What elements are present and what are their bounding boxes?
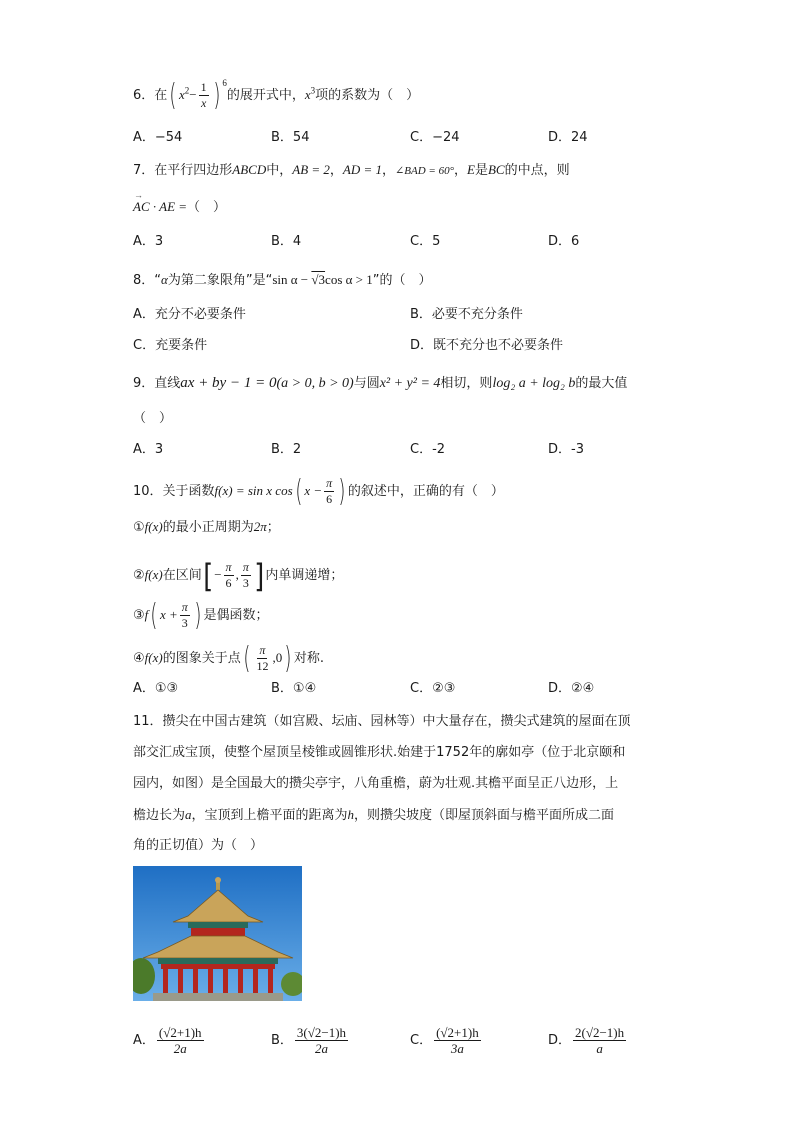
question-10: 10．关于函数f(x) = sin x cos( x − $\frac{\pi}{6}$ ) 的叙述中，正确的有（ ） <box>133 473 504 509</box>
q11-option-b[interactable] <box>271 1022 350 1060</box>
q11-c-num: (√2+1)h <box>436 1025 479 1040</box>
q8-alpha: α <box>161 272 168 287</box>
q9-prefix: 9．直线 <box>133 376 181 391</box>
q7-comma1: ， <box>329 163 343 178</box>
q10-option-b[interactable]: B．①④ <box>271 681 317 696</box>
q7-option-c[interactable]: C．5 <box>410 234 441 249</box>
q10-item-1 <box>133 517 280 538</box>
q10-item-4: ④f(x)的图象关于点( $\frac{\pi}{12}$ ,0) 对称. <box>133 640 325 676</box>
q7-mid1: 中， <box>266 163 293 178</box>
q10-i4-pi: π <box>259 643 266 657</box>
q8-prefix: 8．“ <box>133 273 162 288</box>
q10-fraction <box>324 476 334 507</box>
question-7-line2 <box>133 197 226 218</box>
q10-i1-end: ； <box>266 520 280 535</box>
q10-i3-end: 是偶函数； <box>203 608 269 623</box>
q6-exp2: 2 <box>184 85 190 96</box>
q10-i4-zero: ,0 <box>272 650 283 665</box>
pavilion-photo <box>133 866 302 1001</box>
q6-option-b[interactable]: B．54 <box>271 130 310 145</box>
q11-var-a: a <box>185 807 192 822</box>
q10-i3-frac <box>180 600 190 631</box>
q9-end: 的最大值 <box>575 376 628 391</box>
q10-i2-f: f(x) <box>144 567 163 582</box>
q10-i2-text: 在区间 <box>162 568 202 583</box>
q11-l4b: ，宝顶到上檐平面的距离为 <box>191 808 348 823</box>
q7-comma2: ， <box>382 163 396 178</box>
q8-expr1: sin α − <box>272 272 312 287</box>
q8-expr2: cos α > 1 <box>325 272 373 287</box>
q7-option-a[interactable]: A．3 <box>133 234 164 249</box>
q11-l4c: ，则攒尖坡度（即屋顶斜面与檐平面所成二面 <box>354 808 615 823</box>
q7-abcd: ABCD <box>232 162 267 177</box>
q10-item-2: ②f(x)在区间[− $\frac{\pi}{6}$ , $\frac{\pi}{3}$ ]内单调递增； <box>133 556 344 595</box>
q9-circle-eq: x² + y² = 4 <box>379 376 441 391</box>
q6-option-d[interactable]: D．24 <box>548 130 588 145</box>
q8-option-a[interactable]: A．充分不必要条件 <box>133 307 246 322</box>
q10-i1-period: 2π <box>253 519 267 534</box>
question-9-line1 <box>133 373 627 394</box>
q11-line1: 11．攒尖在中国古建筑（如宫殿、坛庙、园林等）中大量存在，攒尖式建筑的屋面在顶 <box>133 714 631 729</box>
q6-fraction <box>199 80 209 111</box>
q11-l4a: 檐边长为 <box>133 808 186 823</box>
q6-x-term: x <box>304 87 311 102</box>
q10-prefix: 10．关于函数 <box>133 484 215 499</box>
q6-exp3: 3 <box>310 85 316 96</box>
q10-i2-six: 6 <box>225 576 232 590</box>
question-7-line1 <box>133 160 570 181</box>
q10-i2-frac2 <box>241 560 251 591</box>
q9-option-b[interactable]: B．2 <box>271 442 302 457</box>
q6-frac-num: 1 <box>200 80 207 94</box>
q10-i2-three: 3 <box>242 576 249 590</box>
q10-six: 6 <box>326 492 333 506</box>
q7-end1: 的中点，则 <box>504 163 570 178</box>
q7-comma3: ， <box>453 163 467 178</box>
q9-line-eq: ax + by − 1 = 0 <box>180 375 277 391</box>
q11-option-a[interactable] <box>133 1022 206 1060</box>
q11-option-c[interactable] <box>410 1022 483 1060</box>
q10-option-d[interactable]: D．②④ <box>548 681 595 696</box>
q9-log-expr: log₂ a + log₂ b <box>492 376 576 391</box>
question-6: 6．在( $x^2-$ $\frac{1}{x}$ ) $^6$的展开式中，$x^3$项的系数为（ ） <box>133 77 420 113</box>
q11-line2: 部交汇成宝顶，使整个屋顶呈棱锥或圆锥形状.始建于1752年的廓如亭（位于北京颐和 <box>133 745 626 760</box>
q10-i3-three: 3 <box>181 616 188 630</box>
q11-d-label: D． <box>548 1033 572 1048</box>
q10-function: f(x) = sin x cos <box>214 483 293 498</box>
q11-d-den: a <box>596 1041 603 1056</box>
q10-i2-frac1 <box>224 560 234 591</box>
q10-i4-f: f(x) <box>144 650 163 665</box>
q9-option-a[interactable]: A．3 <box>133 442 164 457</box>
q10-i3-x: x + <box>160 607 178 622</box>
question-9-line2: （ ） <box>133 411 173 426</box>
q11-b-num: 3(√2−1)h <box>296 1025 347 1040</box>
q6-post2: 项的系数为（ ） <box>315 88 420 103</box>
q10-i4-end: 对称. <box>293 651 325 666</box>
q6-frac-den: x <box>200 96 207 110</box>
q9-mid: 与圆 <box>353 376 380 391</box>
circled-four: ④ <box>133 651 145 666</box>
q6-power: 6 <box>222 77 227 88</box>
q6-post: 的展开式中， <box>226 88 305 103</box>
q6-minus: − <box>189 87 197 102</box>
q10-i1-text: 的最小正周期为 <box>162 520 254 535</box>
q10-i1-f: f(x) <box>144 519 163 534</box>
q11-a-label: A． <box>133 1033 155 1048</box>
q7-is: 是 <box>474 163 488 178</box>
q8-option-b[interactable]: B．必要不充分条件 <box>410 307 523 322</box>
q6-option-a[interactable]: A．−54 <box>133 130 183 145</box>
q9-option-c[interactable]: C．-2 <box>410 442 446 457</box>
q8-mid: 为第二象限角”是“ <box>167 273 273 288</box>
q6-prefix: 6．在 <box>133 88 168 103</box>
q7-end2: （ ） <box>187 200 227 215</box>
q8-end: ”的（ ） <box>372 273 432 288</box>
q11-b-label: B． <box>271 1033 293 1048</box>
q11-var-h: h <box>347 807 355 822</box>
q11-b-den: 2a <box>314 1041 328 1056</box>
question-8 <box>133 270 432 291</box>
q10-i4-twelve: 12 <box>256 659 269 673</box>
q11-line4 <box>133 805 614 826</box>
q10-x-minus: x − <box>304 483 323 498</box>
q10-i3-f: f <box>144 607 149 622</box>
q7-ad: AD = 1 <box>342 162 383 177</box>
q6-base-x: x <box>179 87 185 102</box>
q10-i3-pi: π <box>181 600 188 614</box>
q8-sqrt3: √3 <box>311 272 326 287</box>
q6-option-c[interactable]: C．−24 <box>410 130 460 145</box>
q8-option-c[interactable]: C．充要条件 <box>133 338 208 353</box>
circled-three: ③ <box>133 608 145 623</box>
q7-dot-product: → AC · AE = <box>133 197 187 217</box>
q11-option-d[interactable] <box>548 1022 628 1060</box>
q10-i4-frac <box>254 643 270 674</box>
q7-bc: BC <box>487 162 505 177</box>
q9-option-d[interactable]: D．-3 <box>548 442 584 457</box>
q11-a-den: 2a <box>173 1041 187 1056</box>
q11-c-den: 3a <box>450 1041 464 1056</box>
q11-a-num: (√2+1)h <box>158 1025 202 1040</box>
q7-e: E <box>466 162 475 177</box>
q7-ab: AB = 2 <box>292 162 330 177</box>
q10-i4-text: 的图象关于点 <box>162 651 241 666</box>
circled-one: ① <box>133 520 145 535</box>
q9-condition: (a > 0, b > 0) <box>276 376 354 391</box>
circled-two: ② <box>133 568 145 583</box>
q10-option-c[interactable]: C．②③ <box>410 681 456 696</box>
q7-option-b[interactable]: B．4 <box>271 234 302 249</box>
q10-i2-end: 内单调递增； <box>265 568 344 583</box>
q11-line3: 园内，如图）是全国最大的攒尖亭宇，八角重檐，蔚为壮观.其檐平面呈正八边形，上 <box>133 776 619 791</box>
q11-d-num: 2(√2−1)h <box>575 1025 625 1040</box>
q10-pi: π <box>326 476 333 490</box>
q7-angle: ∠BAD = 60° <box>395 165 454 177</box>
q10-i2-pi1: π <box>225 560 232 574</box>
q10-i2-pi2: π <box>242 560 249 574</box>
q8-option-d[interactable]: D．既不充分也不必要条件 <box>410 338 564 353</box>
q9-mid2: 相切，则 <box>440 376 493 391</box>
q10-option-a[interactable]: A．①③ <box>133 681 179 696</box>
q7-option-d[interactable]: D．6 <box>548 234 580 249</box>
q11-line5: 角的正切值）为（ ） <box>133 838 264 853</box>
q10-end: 的叙述中，正确的有（ ） <box>347 484 504 499</box>
q10-item-3: ③f( x + $\frac{\pi}{3}$ ) 是偶函数； <box>133 597 269 633</box>
q11-c-label: C． <box>410 1033 433 1048</box>
q7-prefix: 7．在平行四边形 <box>133 163 233 178</box>
